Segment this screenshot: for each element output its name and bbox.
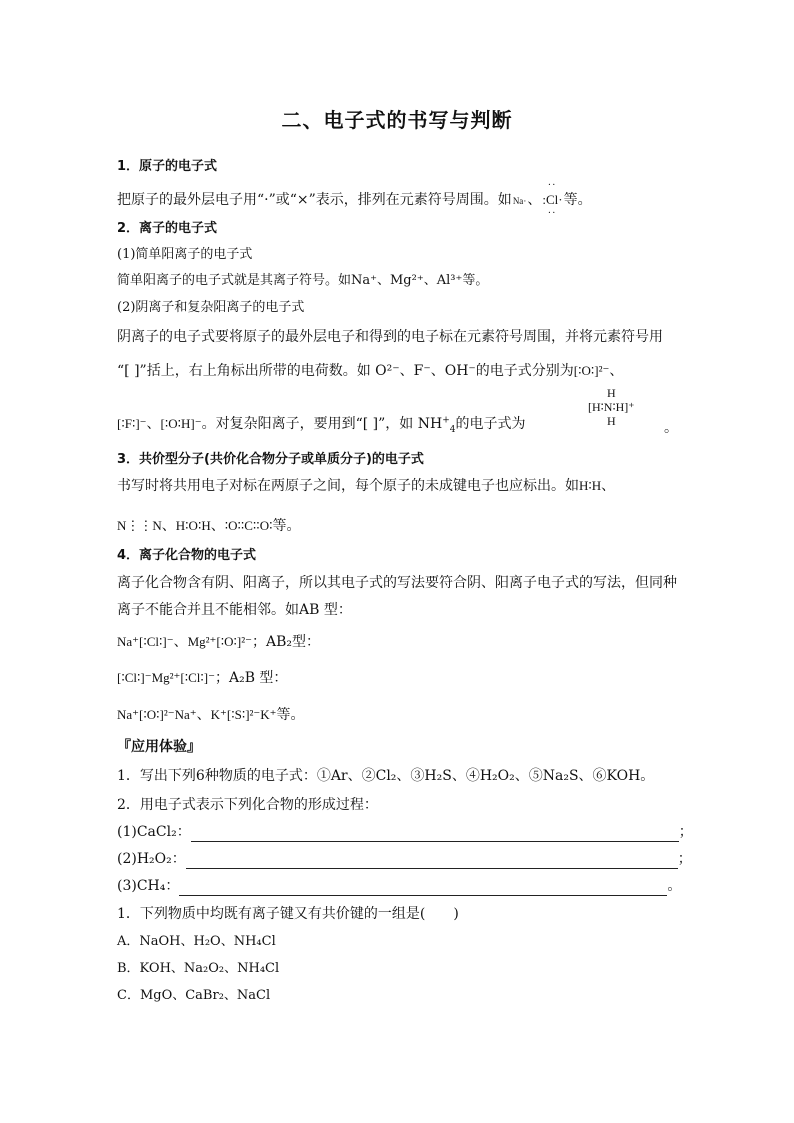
mc-option-a[interactable]: A．NaOH、H₂O、NH₄Cl (117, 934, 276, 949)
practice-q1: 1．写出下列6种物质的电子式：①Ar、②Cl₂、③H₂S、④H₂O₂、⑤Na₂S、⑥KOH。 (117, 768, 655, 784)
nh4-stack (588, 386, 635, 428)
s4-tail: 等。 (276, 707, 305, 723)
section-1-heading: 1．原子的电子式 (117, 159, 218, 174)
section-3-examples-line: N⋮⋮N、H∶O∶H、∶O∶∶C∶∶O∶等。 (117, 518, 301, 534)
page-title: 二、电子式的书写与判断 (281, 108, 513, 132)
ab-examples-line: Na⁺[∶Cl∶]⁻、Mg²⁺[∶O∶]²⁻；AB₂型： (117, 634, 320, 650)
nh4-formula (588, 386, 635, 428)
nh4-top-h: H (606, 386, 616, 400)
section-2-sub1: (1)简单阳离子的电子式 (117, 247, 253, 262)
q2-2-semicolon: ； (677, 851, 692, 867)
k2s-formula: K⁺[∶S∶]²⁻K⁺ (210, 707, 277, 722)
section-2-text1: 简单阳离子的电子式就是其离子符号。如Na⁺、Mg²⁺、Al³⁺等。 (117, 273, 489, 288)
mgcl2-formula: [∶Cl∶]⁻Mg²⁺[∶Cl∶]⁻ (117, 670, 215, 685)
q2-3-label: (3)CH₄： (117, 878, 180, 894)
mc-option-b[interactable]: B．KOH、Na₂O₂、NH₄Cl (117, 961, 280, 976)
q2-3-line (117, 876, 681, 896)
s2-period: 。 (664, 420, 678, 436)
s3-text-a: 书写时将共用电子对标在两原子之间，每个原子的未成键电子也应标出。如 (117, 478, 579, 494)
q2-1-label: (1)CaCl₂： (117, 824, 191, 840)
s3-tail: 等。 (272, 518, 301, 534)
a2b-examples-line: Na⁺[∶O∶]²⁻Na⁺、K⁺[∶S∶]²⁻K⁺等。 (117, 707, 305, 723)
q2-2-label: (2)H₂O₂： (117, 851, 186, 867)
oh-ion-formula: [∶O∶H]⁻ (160, 416, 202, 431)
mc-option-c[interactable]: C．MgO、CaBr₂、NaCl (117, 988, 271, 1003)
section-4-text-a: 离子化合物含有阴、阳离子，所以其电子式的写法要符合阴、阳离子电子式的写法，但同种 (117, 575, 677, 591)
section-2-text2c-line: [∶F∶]⁻、[∶O∶H]⁻。对复杂阳离子，要用到“[ ]”，如 $NH^+_4$的电子式为 (117, 415, 526, 435)
s1-text-a: 把原子的最外层电子用“·”或“×”表示，排列在元素符号周围。如 (117, 192, 512, 208)
na-symbol: Na (512, 196, 524, 206)
section-2-text2a: 阴离子的电子式要将原子的最外层电子和得到的电子标在元素符号周围，并将元素符号用 (117, 329, 663, 345)
mc-question: 1．下列物质中均既有离子键又有共价键的一组是( ) (117, 906, 459, 922)
nacl-formula: Na⁺[∶Cl∶]⁻ (117, 634, 174, 649)
cl-dots-top: ·· (547, 180, 557, 191)
nh4-mid: [H∶N∶H]⁺ (588, 400, 635, 414)
h2o-formula: H∶O∶H (175, 518, 211, 533)
s1-text-b: 等。 (563, 192, 592, 208)
nh4-bot-h: H (606, 414, 616, 428)
q2-1-line (117, 822, 693, 842)
o2-ion-formula: [∶O∶]²⁻ (573, 363, 610, 378)
q2-2-answer-blank[interactable] (186, 854, 678, 869)
practice-heading: 『应用体验』 (117, 739, 201, 755)
cl-symbol: Cl (545, 192, 559, 207)
na2o-formula: Na⁺[∶O∶]²⁻Na⁺ (117, 707, 197, 722)
section-2-text2b-line: “[ ]”括上，右上角标出所带的电荷数。如 O²⁻、F⁻、OH⁻的电子式分别为[∶O∶]²⁻、 (117, 363, 624, 379)
q2-1-semicolon: ； (678, 824, 693, 840)
co2-formula: ∶O∶∶C∶∶O∶ (224, 518, 273, 533)
ab2-label: ；AB₂型： (251, 634, 320, 650)
a2b-label: ；A₂B 型： (214, 670, 288, 686)
section-4-heading: 4．离子化合物的电子式 (117, 548, 257, 563)
section-1-text (117, 180, 592, 219)
na-atom-formula: Na· (512, 196, 527, 206)
s2-text2d: 的电子式为 (455, 416, 526, 432)
q2-2-line (117, 849, 692, 869)
section-3-heading: 3．共价型分子(共价化合物分子或单质分子)的电子式 (117, 452, 424, 467)
q2-3-answer-blank[interactable] (179, 881, 667, 896)
section-3-text-line: 书写时将共用电子对标在两原子之间，每个原子的未成键电子也应标出。如H∶H、 (117, 478, 616, 494)
section-4-text-b: 离子不能合并且不能相邻。如AB 型： (117, 602, 352, 618)
f-ion-formula: [∶F∶]⁻ (117, 416, 147, 431)
section-2-sub2: (2)阴离子和复杂阳离子的电子式 (117, 300, 305, 315)
practice-q2: 2．用电子式表示下列化合物的形成过程： (117, 797, 378, 813)
cl-atom-formula: : ·· Cl ·· · (542, 180, 563, 219)
n2-formula: N⋮⋮N (117, 518, 162, 533)
ab2-examples-line (117, 668, 287, 688)
cl-core (545, 180, 559, 219)
q2-1-answer-blank[interactable] (191, 827, 679, 842)
q2-3-period: 。 (667, 878, 682, 894)
s2-text2b: “[ ]”括上，右上角标出所带的电荷数。如 O²⁻、F⁻、OH⁻的电子式分别为 (117, 363, 574, 379)
mgo-formula: Mg²⁺[∶O∶]²⁻ (187, 634, 252, 649)
s2-text2c: 。对复杂阳离子，要用到“[ ]”，如 NH (201, 416, 443, 432)
section-2-heading: 2．离子的电子式 (117, 221, 218, 236)
cl-dots-bottom: ·· (547, 208, 557, 219)
h2-formula: H∶H (579, 478, 602, 493)
s1-sep: 、 (527, 192, 542, 208)
